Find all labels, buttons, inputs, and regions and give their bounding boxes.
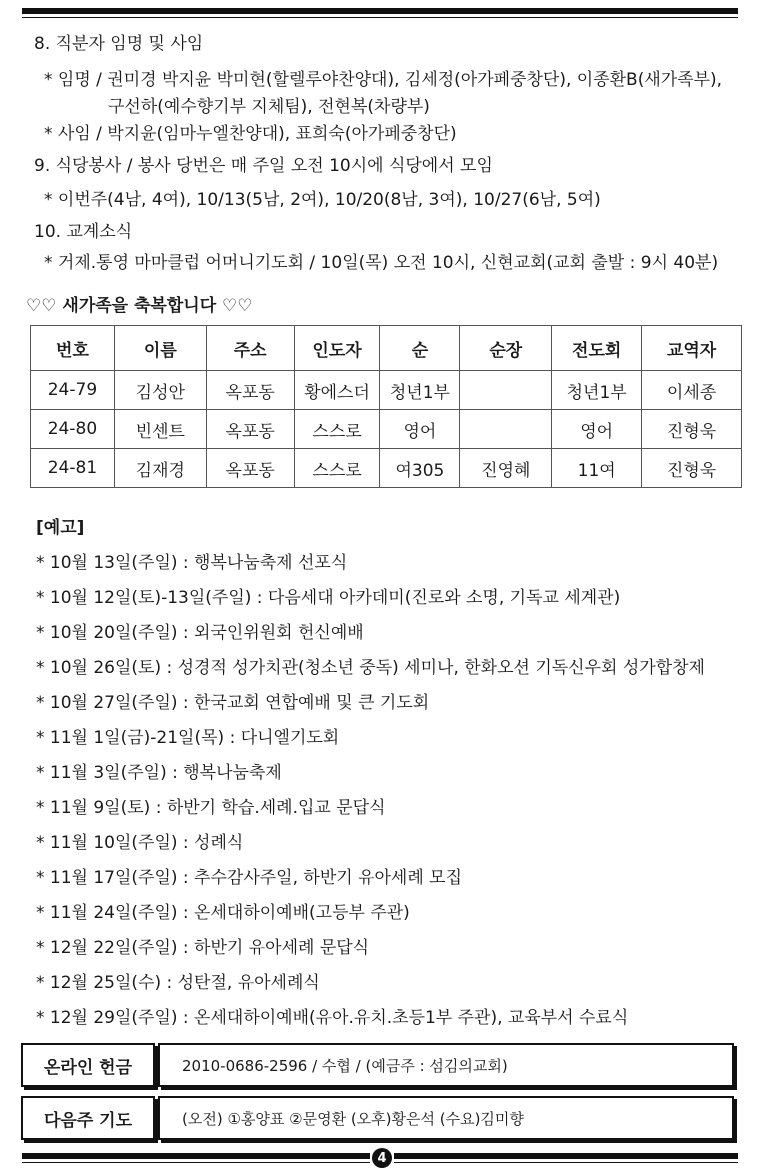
- cell-address: 옥포동: [206, 410, 294, 449]
- cell-group-leader: 진영혜: [460, 449, 552, 488]
- bottom-rule-right: [394, 1153, 738, 1159]
- header-group: 순: [380, 326, 460, 371]
- online-giving-value: 2010-0686-2596 / 수협 / (예금주 : 섬김의교회): [158, 1043, 734, 1087]
- cell-number: 24-81: [31, 449, 115, 488]
- notice-item: * 10월 20일(주일) : 외국인위원회 헌신예배: [36, 623, 364, 643]
- cell-group: 영어: [380, 410, 460, 449]
- cell-pastor: 이세종: [642, 371, 742, 410]
- header-guide: 인도자: [294, 326, 380, 371]
- cell-pastor: 진형욱: [642, 449, 742, 488]
- bottom-rule-left-thin: [22, 1162, 370, 1163]
- bottom-rule-right-thin: [394, 1162, 738, 1163]
- next-prayer-value: (오전) ①홍양표 ②문영환 (오후)황은석 (수요)김미향: [158, 1096, 734, 1140]
- cell-pastor: 진형욱: [642, 410, 742, 449]
- cell-mission-society: 청년1부: [552, 371, 642, 410]
- notice-item: * 11월 3일(주일) : 행복나눔축제: [36, 763, 282, 783]
- section-9-title: 9. 식당봉사 / 봉사 당번은 매 주일 오전 10시에 식당에서 모임: [34, 156, 493, 176]
- table-row: [31, 410, 742, 449]
- cell-mission-society: 영어: [552, 410, 642, 449]
- next-prayer-label: 다음주 기도: [21, 1096, 155, 1140]
- cell-group: 청년1부: [380, 371, 460, 410]
- online-giving-label: 온라인 헌금: [21, 1043, 155, 1087]
- section-8-title: 8. 직분자 임명 및 사임: [34, 34, 204, 54]
- cell-name: 김성안: [114, 371, 206, 410]
- notice-item: * 10월 27일(주일) : 한국교회 연합예배 및 큰 기도회: [36, 693, 430, 713]
- top-rule-thin: [22, 17, 738, 18]
- header-mission-society: 전도회: [552, 326, 642, 371]
- notice-item: * 10월 26일(토) : 성경적 성가치관(청소년 중독) 세미나, 한화오션 기독신우회 성가합창제: [36, 658, 705, 678]
- notice-item: * 12월 29일(주일) : 온세대하이예배(유아.유치.초등1부 주관), 교육부서 수료식: [36, 1008, 629, 1028]
- cell-address: 옥포동: [206, 371, 294, 410]
- new-family-table: [30, 325, 742, 488]
- header-address: 주소: [206, 326, 294, 371]
- notice-item: * 11월 10일(주일) : 성례식: [36, 833, 244, 853]
- section-8-appoint-line: * 임명 / 권미경 박지윤 박미현(할렐루야찬양대), 김세정(아가페중창단), 이종환B(새가족부),: [44, 70, 723, 90]
- notice-item: * 11월 17일(주일) : 추수감사주일, 하반기 유아세례 모집: [36, 868, 463, 888]
- cell-group-leader: [460, 410, 552, 449]
- notice-item: * 10월 13일(주일) : 행복나눔축제 선포식: [36, 553, 348, 573]
- bottom-rule-left: [22, 1153, 370, 1159]
- cell-group-leader: [460, 371, 552, 410]
- section-10-line: * 거제.통영 마마클럽 어머니기도회 / 10일(목) 오전 10시, 신현교회(교회 출발 : 9시 40분): [44, 253, 719, 273]
- cell-number: 24-79: [31, 371, 115, 410]
- cell-mission-society: 11여: [552, 449, 642, 488]
- section-8-resign-line: * 사임 / 박지윤(임마누엘찬양대), 표희숙(아가페중창단): [44, 124, 457, 144]
- notice-item: * 11월 9일(토) : 하반기 학습.세례.입교 문답식: [36, 798, 386, 818]
- page-number: 4: [372, 1148, 392, 1168]
- notice-item: * 11월 1일(금)-21일(목) : 다니엘기도회: [36, 728, 340, 748]
- table-header-row: [31, 326, 742, 371]
- cell-address: 옥포동: [206, 449, 294, 488]
- notice-item: * 12월 22일(주일) : 하반기 유아세례 문답식: [36, 938, 370, 958]
- notice-title: [예고]: [36, 518, 85, 538]
- section-10-title: 10. 교계소식: [34, 222, 133, 242]
- header-name: 이름: [114, 326, 206, 371]
- cell-name: 빈센트: [114, 410, 206, 449]
- new-family-title: ♡♡ 새가족을 축복합니다 ♡♡: [26, 296, 253, 316]
- cell-guide: 스스로: [294, 410, 380, 449]
- table-row: [31, 371, 742, 410]
- cell-guide: 황에스더: [294, 371, 380, 410]
- notice-item: * 11월 24일(주일) : 온세대하이예배(고등부 주관): [36, 903, 410, 923]
- header-pastor: 교역자: [642, 326, 742, 371]
- cell-group: 여305: [380, 449, 460, 488]
- section-9-line: * 이번주(4남, 4여), 10/13(5남, 2여), 10/20(8남, 3여), 10/27(6남, 5여): [44, 190, 601, 210]
- cell-number: 24-80: [31, 410, 115, 449]
- cell-guide: 스스로: [294, 449, 380, 488]
- cell-name: 김재경: [114, 449, 206, 488]
- notice-item: * 12월 25일(수) : 성탄절, 유아세례식: [36, 973, 320, 993]
- header-group-leader: 순장: [460, 326, 552, 371]
- notice-item: * 10월 12일(토)-13일(주일) : 다음세대 아카데미(진로와 소명, 기독교 세계관): [36, 588, 621, 608]
- header-number: 번호: [31, 326, 115, 371]
- section-8-appoint-line-cont: 구선하(예수향기부 지체팀), 전현복(차량부): [108, 97, 430, 117]
- table-row: [31, 449, 742, 488]
- top-rule-thick: [22, 8, 738, 14]
